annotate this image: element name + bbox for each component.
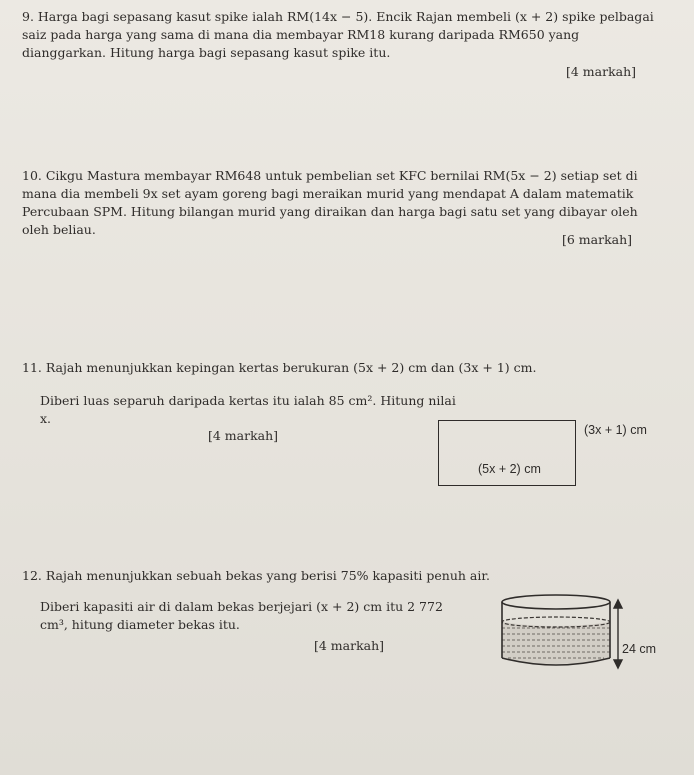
cylinder-container-diagram bbox=[480, 592, 630, 674]
question-10-marks: [6 markah] bbox=[562, 232, 633, 247]
question-10-text: 10. Cikgu Mastura membayar RM648 untuk pembelian set KFC bernilai RM(5x − 2) setiap set di mana dia membeli 9x set ayam goreng bagi meraikan murid yang mendapat A dalam matematik Percubaan SPM. Hitung bilangan murid yang diraikan dan harga bagi satu set yang dibayar oleh oleh beliau. bbox=[22, 168, 638, 237]
cylinder-top bbox=[502, 595, 610, 609]
question-11-given: Diberi luas separuh daripada kertas itu ialah 85 cm². Hitung nilai x. bbox=[40, 393, 456, 426]
cylinder-height-label: 24 cm bbox=[622, 642, 657, 656]
question-12-text: 12. Rajah menunjukkan sebuah bekas yang berisi 75% kapasiti penuh air. bbox=[22, 568, 490, 583]
question-12-given: Diberi kapasiti air di dalam bekas berjejari (x + 2) cm itu 2 772 cm³, hitung diameter bekas itu. bbox=[40, 599, 443, 632]
question-9-text: 9. Harga bagi sepasang kasut spike ialah RM(14x − 5). Encik Rajan membeli (x + 2) spike pelbagai saiz pada harga yang sama di mana dia membayar RM18 kurang daripada RM650 yang dianggarkan. Hitung harga bagi sepasang kasut spike itu. bbox=[22, 9, 654, 60]
paper-rectangle-diagram bbox=[438, 420, 576, 486]
rectangle-width-label: (5x + 2) cm bbox=[478, 462, 541, 476]
question-12-marks: [4 markah] bbox=[314, 638, 385, 653]
question-9-marks: [4 markah] bbox=[566, 64, 637, 79]
rectangle-height-label: (3x + 1) cm bbox=[584, 423, 647, 437]
height-arrow bbox=[614, 600, 622, 668]
question-11-marks: [4 markah] bbox=[208, 428, 279, 443]
question-11-text: 11. Rajah menunjukkan kepingan kertas berukuran (5x + 2) cm dan (3x + 1) cm. bbox=[22, 360, 537, 375]
